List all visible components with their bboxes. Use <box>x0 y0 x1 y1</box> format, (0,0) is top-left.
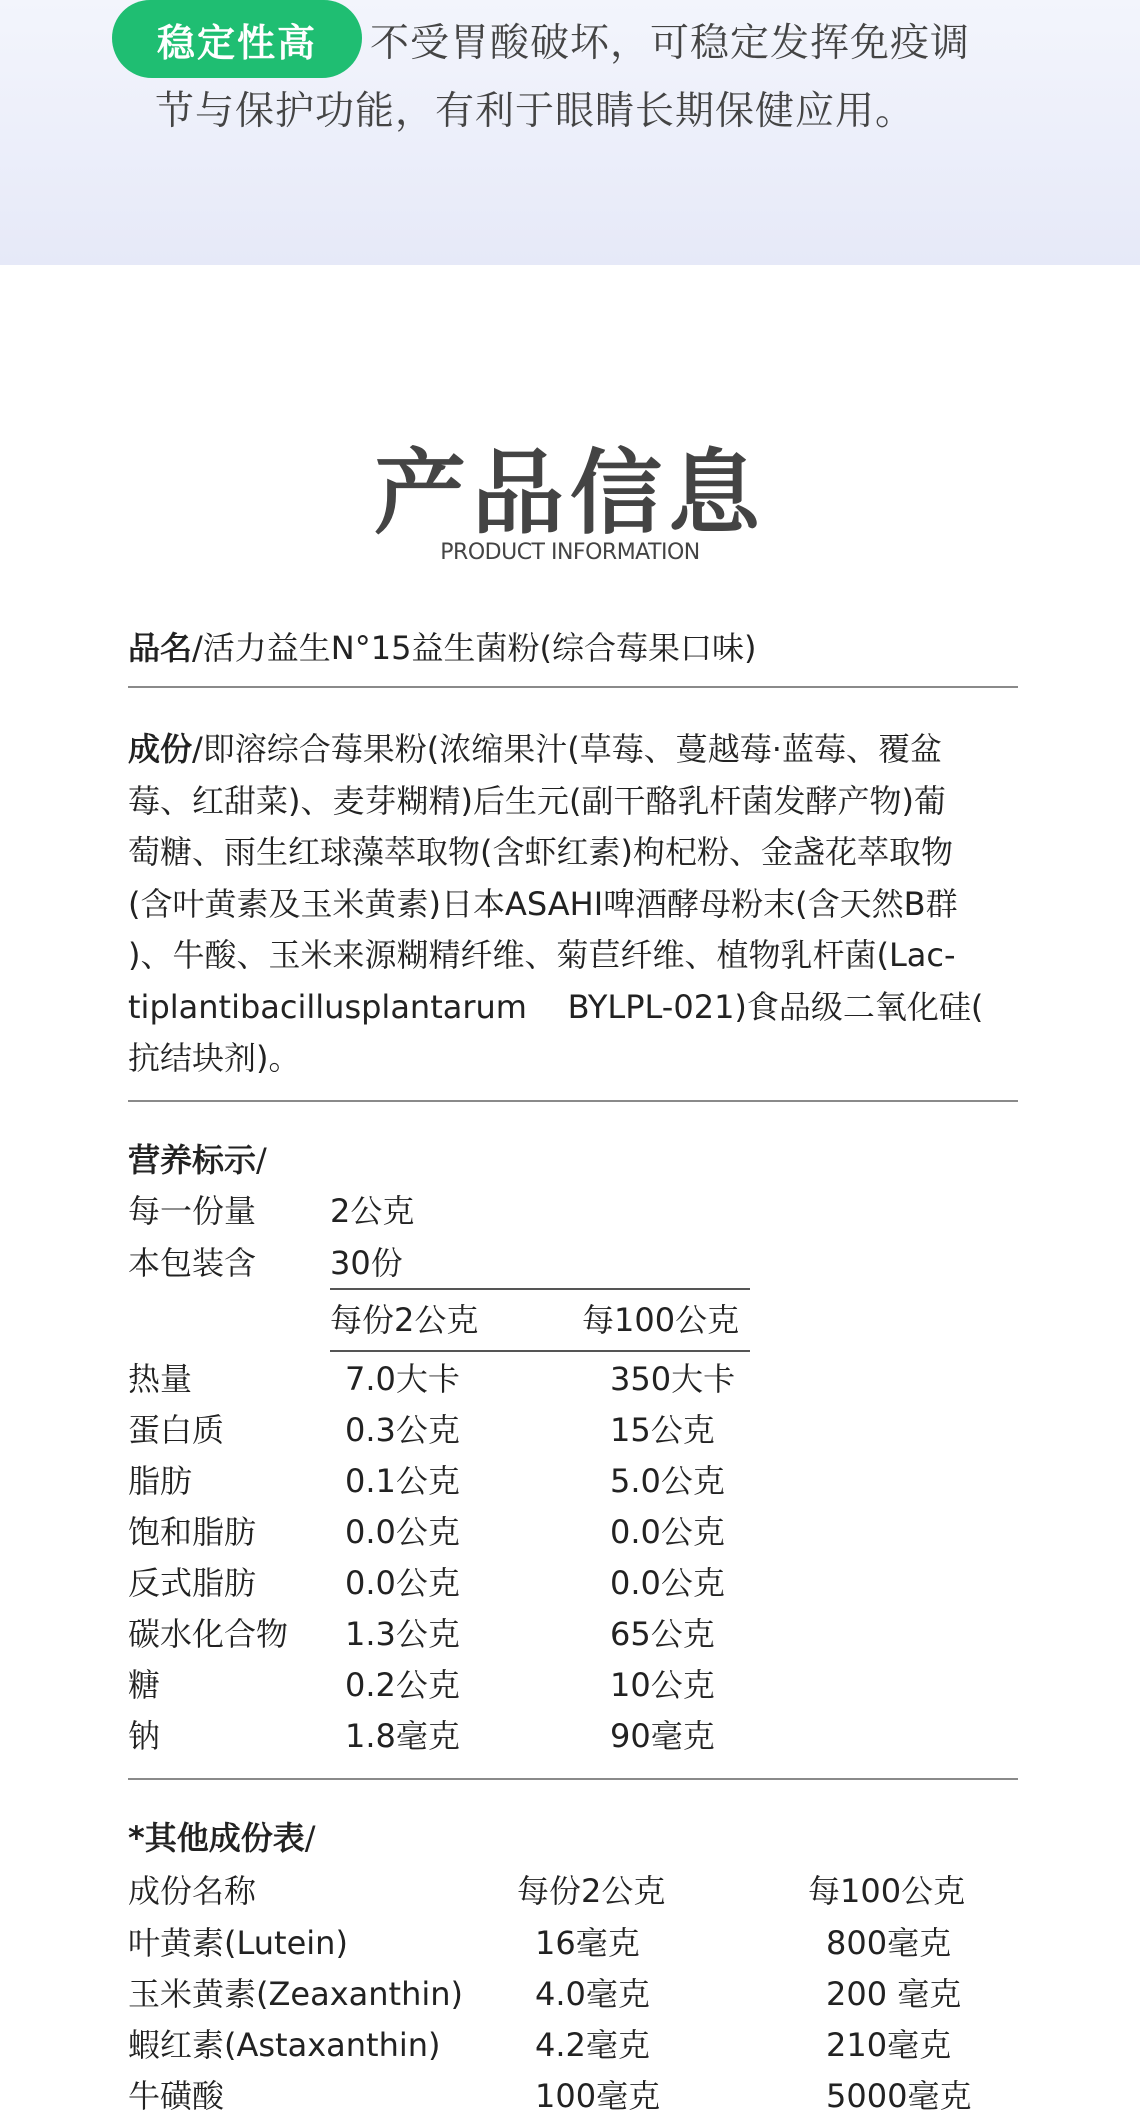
other-row-per100: 800毫克 <box>826 1924 952 1962</box>
nutrition-row-per100: 65公克 <box>610 1615 715 1653</box>
other-row-name: 牛磺酸 <box>128 2077 225 2115</box>
section-subtitle: PRODUCT INFORMATION <box>440 540 700 565</box>
nutrition-row-serving: 1.3公克 <box>345 1615 460 1653</box>
col-header-serving: 每份2公克 <box>330 1301 479 1339</box>
nutrition-row-name: 钠 <box>128 1717 161 1755</box>
nutrition-row-serving: 0.0公克 <box>345 1564 460 1602</box>
other-title <box>128 1812 1018 1864</box>
serving-value: 2公克 <box>330 1192 415 1230</box>
divider <box>128 686 1018 688</box>
other-row-per100: 5000毫克 <box>826 2077 972 2115</box>
ingredients-line: /即溶综合莓果粉(浓缩果汁(草莓、蔓越莓·蓝莓、覆盆 <box>192 730 942 768</box>
nutrition-row-name: 脂肪 <box>128 1462 193 1500</box>
ingredients-line: 莓、红甜菜)、麦芽糊精)后生元(副干酪乳杆菌发酵产物)葡 <box>128 781 946 820</box>
nutrition-row-name: 热量 <box>128 1360 193 1398</box>
product-name-label: 品名 <box>128 629 193 667</box>
other-row-serving: 4.0毫克 <box>535 1975 650 2013</box>
divider <box>128 1100 1018 1102</box>
feature-text-line1: 不受胃酸破坏，可稳定发挥免疫调 <box>370 21 971 66</box>
other-row-serving: 100毫克 <box>535 2077 661 2115</box>
nutrition-row-name: 糖 <box>128 1666 161 1704</box>
nutrition-title <box>128 1134 1018 1186</box>
package-value: 30份 <box>330 1244 403 1282</box>
other-title-text: *其他成份表 <box>128 1819 305 1857</box>
nutrition-title-suffix: / <box>256 1141 267 1179</box>
feature-text-line2: 节与保护功能，有利于眼睛长期保健应用。 <box>155 89 916 134</box>
other-row-name: 叶黄素(Lutein) <box>128 1924 348 1962</box>
nutrition-row-per100: 0.0公克 <box>610 1564 725 1602</box>
nutrition-row-serving: 0.1公克 <box>345 1462 460 1500</box>
other-header-per100: 每100公克 <box>808 1872 966 1910</box>
divider <box>128 1778 1018 1780</box>
nutrition-row-name: 反式脂肪 <box>128 1564 257 1602</box>
feature-description <box>155 10 1035 146</box>
other-row-serving: 16毫克 <box>535 1924 640 1962</box>
section-title: 产品信息 <box>373 440 766 547</box>
other-row-name: 蝦红素(Astaxanthin) <box>128 2026 441 2064</box>
nutrition-row-serving: 7.0大卡 <box>345 1360 460 1398</box>
product-name-value: /活力益生N°15益生菌粉(综合莓果口味) <box>192 629 757 667</box>
ingredients-line: 抗结块剂)。 <box>128 1039 301 1077</box>
nutrition-title-text: 营养标示 <box>128 1141 257 1179</box>
package-label: 本包装含 <box>128 1244 257 1282</box>
ingredients-line: tiplantibacillusplantarum BYLPL-021)食品级二氧化硅( <box>128 987 984 1026</box>
other-row-serving: 4.2毫克 <box>535 2026 650 2064</box>
other-header-serving: 每份2公克 <box>517 1872 666 1910</box>
product-name <box>128 622 1018 674</box>
ingredients-line: )、牛酸、玉米来源糊精纤维、菊苣纤维、植物乳杆菌(Lac- <box>128 936 956 974</box>
other-row-per100: 210毫克 <box>826 2026 952 2064</box>
ingredients <box>128 724 1018 1085</box>
nutrition-row-per100: 10公克 <box>610 1666 715 1704</box>
ingredients-label: 成份 <box>128 730 193 768</box>
nutrition-row-per100: 350大卡 <box>610 1360 736 1398</box>
other-row-name: 玉米黄素(Zeaxanthin) <box>128 1975 464 2013</box>
nutrition-row-name: 饱和脂肪 <box>128 1513 257 1551</box>
serving-label: 每一份量 <box>128 1192 257 1230</box>
col-header-per100: 每100公克 <box>582 1301 740 1339</box>
nutrition-row-serving: 0.3公克 <box>345 1411 460 1449</box>
ingredients-line: (含叶黄素及玉米黄素)日本ASAHI啤酒酵母粉末(含天然B群 <box>128 884 958 923</box>
feature-badge: 稳定性高 <box>112 0 362 78</box>
other-header-name: 成份名称 <box>128 1872 257 1910</box>
nutrition-row-per100: 90毫克 <box>610 1717 715 1755</box>
nutrition-row-serving: 0.2公克 <box>345 1666 460 1704</box>
nutrition-header-bottom-rule <box>330 1350 750 1352</box>
nutrition-row-per100: 15公克 <box>610 1411 715 1449</box>
nutrition-row-name: 蛋白质 <box>128 1411 225 1449</box>
ingredients-line: 萄糖、雨生红球藻萃取物(含虾红素)枸杞粉、金盏花萃取物 <box>128 833 953 871</box>
nutrition-header-top-rule <box>330 1288 750 1290</box>
nutrition-row-serving: 0.0公克 <box>345 1513 460 1551</box>
nutrition-row-serving: 1.8毫克 <box>345 1717 460 1755</box>
other-row-per100: 200 毫克 <box>826 1975 962 2013</box>
other-title-suffix: / <box>304 1819 316 1857</box>
nutrition-row-name: 碳水化合物 <box>128 1615 289 1653</box>
nutrition-row-per100: 5.0公克 <box>610 1462 725 1500</box>
nutrition-row-per100: 0.0公克 <box>610 1513 725 1551</box>
